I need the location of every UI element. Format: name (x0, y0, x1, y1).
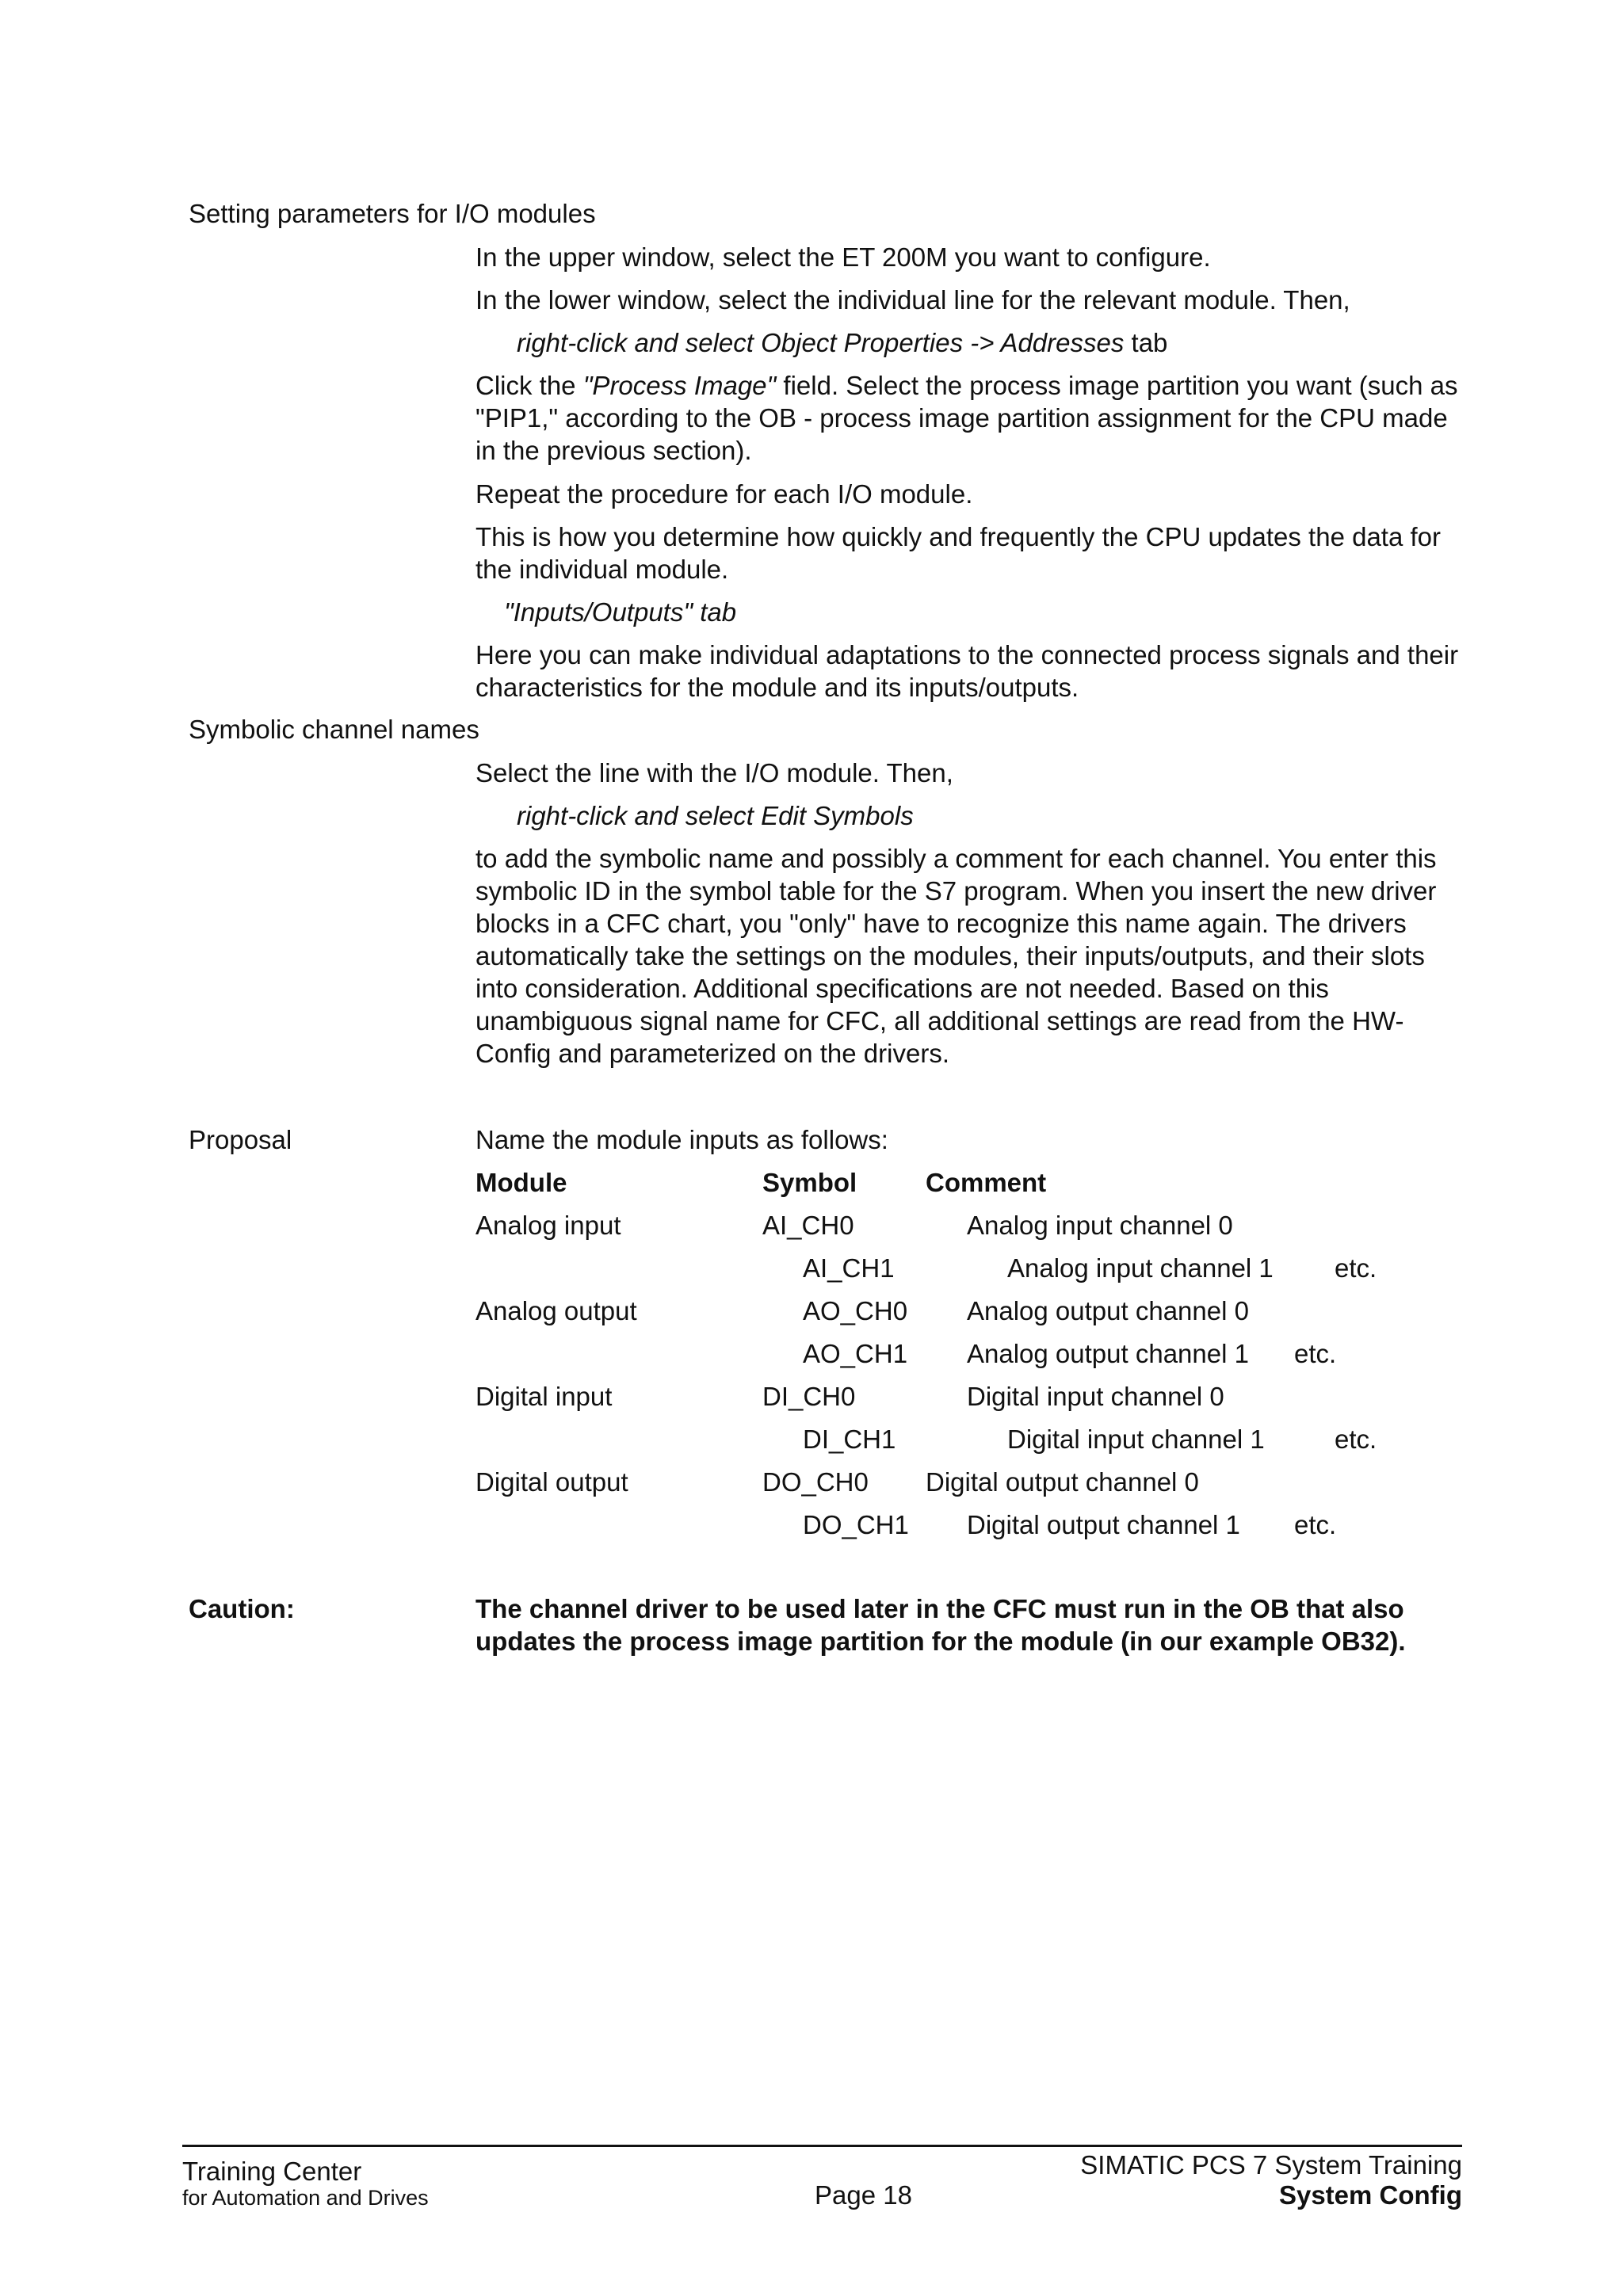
table-cell-symbol: AI_CH1 (803, 1253, 895, 1283)
paragraph-lower-window: In the lower window, select the individual line for the relevant module. Then, (475, 285, 1350, 315)
inputs-outputs-tab-label: "Inputs/Outputs" tab (504, 597, 737, 627)
footer-left-subtitle: for Automation and Drives (182, 2186, 429, 2210)
table-cell-etc: etc. (1294, 1510, 1337, 1539)
table-cell-comment: Digital input channel 1 (1007, 1425, 1265, 1454)
paragraph-adaptations: Here you can make individual adaptations to the connected process signals and their characteristics for the module and its inputs/outputs. (475, 640, 1459, 702)
section-heading-symbolic-names: Symbolic channel names (189, 715, 479, 744)
table-cell-module: Digital input (475, 1382, 613, 1411)
footer-left-title: Training Center (182, 2157, 362, 2186)
table-cell-symbol: AO_CH0 (803, 1296, 908, 1325)
paragraph-process-image-rest: field. Select the process image partition you want (such as "PIP1," according to the OB - process image partition assignment for the CPU made in the previous section). (475, 371, 1458, 465)
caution-text: The channel driver to be used later in the CFC must run in the OB that also updates the process image partition for the module (in our example OB32). (475, 1594, 1406, 1656)
table-cell-comment: Analog output channel 1 (967, 1339, 1249, 1368)
table-cell-symbol: DI_CH1 (803, 1425, 896, 1454)
paragraph-update-rate: This is how you determine how quickly and frequently the CPU updates the data for the individual module. (475, 522, 1442, 584)
table-cell-comment: Analog input channel 0 (967, 1211, 1233, 1240)
table-cell-symbol: DI_CH0 (762, 1382, 856, 1411)
table-cell-comment: Analog output channel 0 (967, 1296, 1249, 1325)
caution-label: Caution: (189, 1594, 295, 1623)
paragraph-select-line: Select the line with the I/O module. Then, (475, 758, 953, 788)
table-cell-symbol: AO_CH1 (803, 1339, 908, 1368)
footer-right-subtitle: System Config (1278, 2180, 1462, 2210)
footer-page-number: Page 18 (815, 2180, 912, 2210)
table-cell-module: Analog input (475, 1211, 621, 1240)
paragraph-repeat: Repeat the procedure for each I/O module. (475, 479, 973, 509)
table-cell-symbol: DO_CH0 (762, 1467, 869, 1497)
table-header-module: Module (475, 1168, 567, 1197)
table-cell-etc: etc. (1335, 1425, 1377, 1454)
table-cell-etc: etc. (1294, 1339, 1337, 1368)
table-cell-comment: Digital output channel 1 (967, 1510, 1240, 1539)
paragraph-process-image-lead: Click the (475, 371, 583, 400)
paragraph-symbol-table: to add the symbolic name and possibly a comment for each channel. You enter this symbolic ID in the symbol table for the S7 program. When you insert the new driver blocks in a CFC chart, you "only" have to recognize this name again. The drivers automatically take the settings on the modules, their inputs/outputs, and their slots into consideration. Additional specifications are not needed. Based on this unambiguous signal name for CFC, all additional settings are read from the HW-Config and parameterized on the drivers. (475, 844, 1437, 1068)
proposal-label: Proposal (189, 1125, 292, 1154)
instruction-addresses-tab (517, 326, 1167, 359)
proposal-intro: Name the module inputs as follows: (475, 1125, 888, 1154)
table-cell-comment: Digital input channel 0 (967, 1382, 1224, 1411)
footer-right-title: SIMATIC PCS 7 System Training (1080, 2150, 1462, 2180)
table-header-comment: Comment (926, 1168, 1047, 1197)
instruction-addresses-path: right-click and select Object Properties -> Addresses (517, 328, 1125, 357)
footer-divider (182, 2145, 1462, 2147)
instruction-addresses-suffix: tab (1124, 328, 1168, 357)
table-cell-module: Analog output (475, 1296, 637, 1325)
instruction-edit-symbols: right-click and select Edit Symbols (517, 801, 914, 830)
table-cell-etc: etc. (1335, 1253, 1377, 1283)
section-heading-io-modules: Setting parameters for I/O modules (189, 199, 596, 228)
table-header-symbol: Symbol (762, 1168, 857, 1197)
paragraph-process-image (475, 369, 1462, 467)
paragraph-upper-window: In the upper window, select the ET 200M you want to configure. (475, 242, 1211, 272)
table-cell-symbol: AI_CH0 (762, 1211, 854, 1240)
table-cell-comment: Analog input channel 1 (1007, 1253, 1274, 1283)
table-cell-module: Digital output (475, 1467, 628, 1497)
table-cell-comment: Digital output channel 0 (926, 1467, 1199, 1497)
process-image-field-name: "Process Image" (582, 371, 777, 400)
table-cell-symbol: DO_CH1 (803, 1510, 909, 1539)
